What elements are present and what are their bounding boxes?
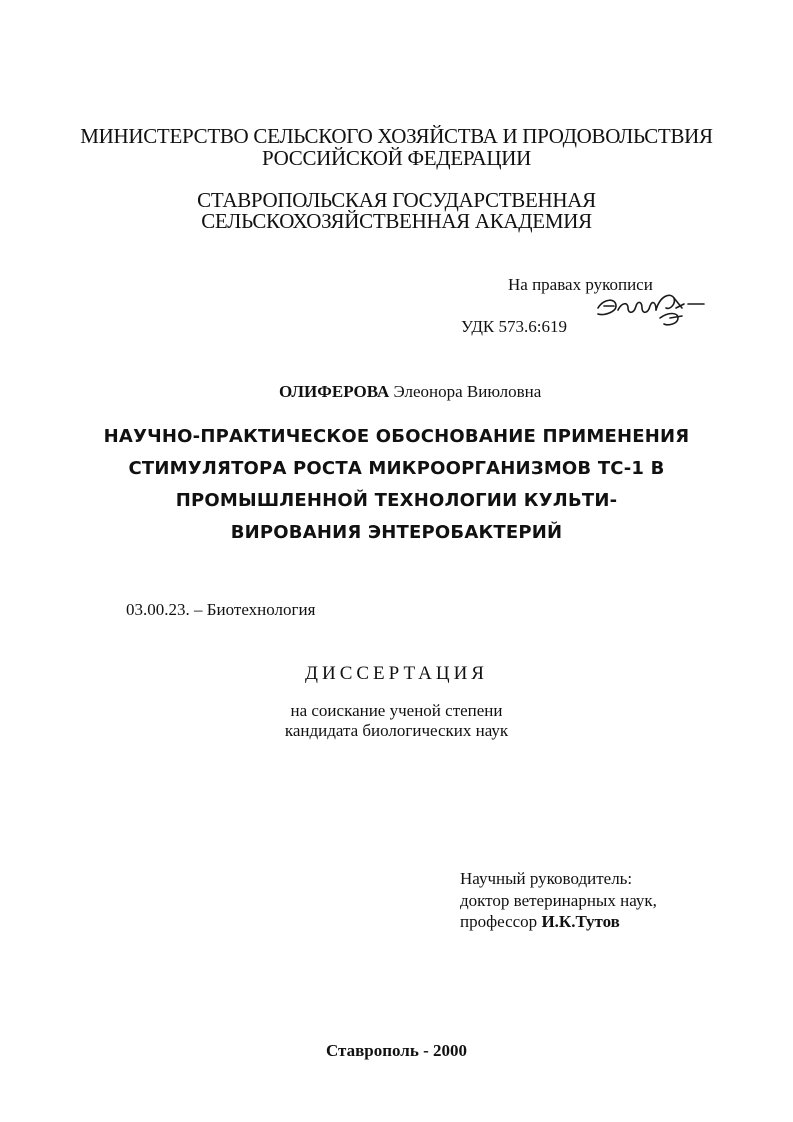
thesis-title-line2: СТИМУЛЯТОРА РОСТА МИКРООРГАНИЗМОВ ТС-1 В [128, 458, 665, 479]
handwritten-signature [590, 286, 710, 336]
thesis-title-line4: ВИРОВАНИЯ ЭНТЕРОБАКТЕРИЙ [230, 522, 563, 543]
thesis-title-line1: НАУЧНО-ПРАКТИЧЕСКОЕ ОБОСНОВАНИЕ ПРИМЕНЕНИЯ [103, 426, 690, 447]
supervisor-degree: доктор ветеринарных наук, [460, 891, 657, 910]
supervisor-role: Научный руководитель: [460, 869, 633, 888]
supervisor-name-line [460, 913, 620, 930]
academy-name-line2: СЕЛЬСКОХОЗЯЙСТВЕННАЯ АКАДЕМИЯ [201, 209, 592, 233]
manuscript-note: На правах рукописи [508, 275, 653, 294]
city-year: Ставрополь - 2000 [325, 1041, 467, 1060]
author-surname: ОЛИФЕРОВА [279, 382, 390, 401]
ministry-name-line1: МИНИСТЕРСТВО СЕЛЬСКОГО ХОЗЯЙСТВА И ПРОДОВОЛЬСТВИЯ [80, 124, 713, 148]
supervisor-title: профессор [460, 912, 542, 931]
degree-purpose-line2: кандидата биологических наук [284, 721, 509, 740]
specialty-code: 03.00.23. – Биотехнология [126, 600, 316, 619]
dissertation-label: ДИССЕРТАЦИЯ [305, 663, 488, 684]
ministry-name-line2: РОССИЙСКОЙ ФЕДЕРАЦИИ [262, 146, 531, 170]
degree-purpose-line1: на соискание ученой степени [290, 701, 503, 720]
author-given-names: Элеонора Виюловна [389, 382, 542, 401]
academy-name-line1: СТАВРОПОЛЬСКАЯ ГОСУДАРСТВЕННАЯ [197, 188, 596, 212]
supervisor-name: И.К.Тутов [541, 912, 620, 931]
udk-code: УДК 573.6:619 [461, 317, 567, 336]
author-name [279, 383, 541, 400]
thesis-title-line3: ПРОМЫШЛЕННОЙ ТЕХНОЛОГИИ КУЛЬТИ- [175, 490, 618, 511]
